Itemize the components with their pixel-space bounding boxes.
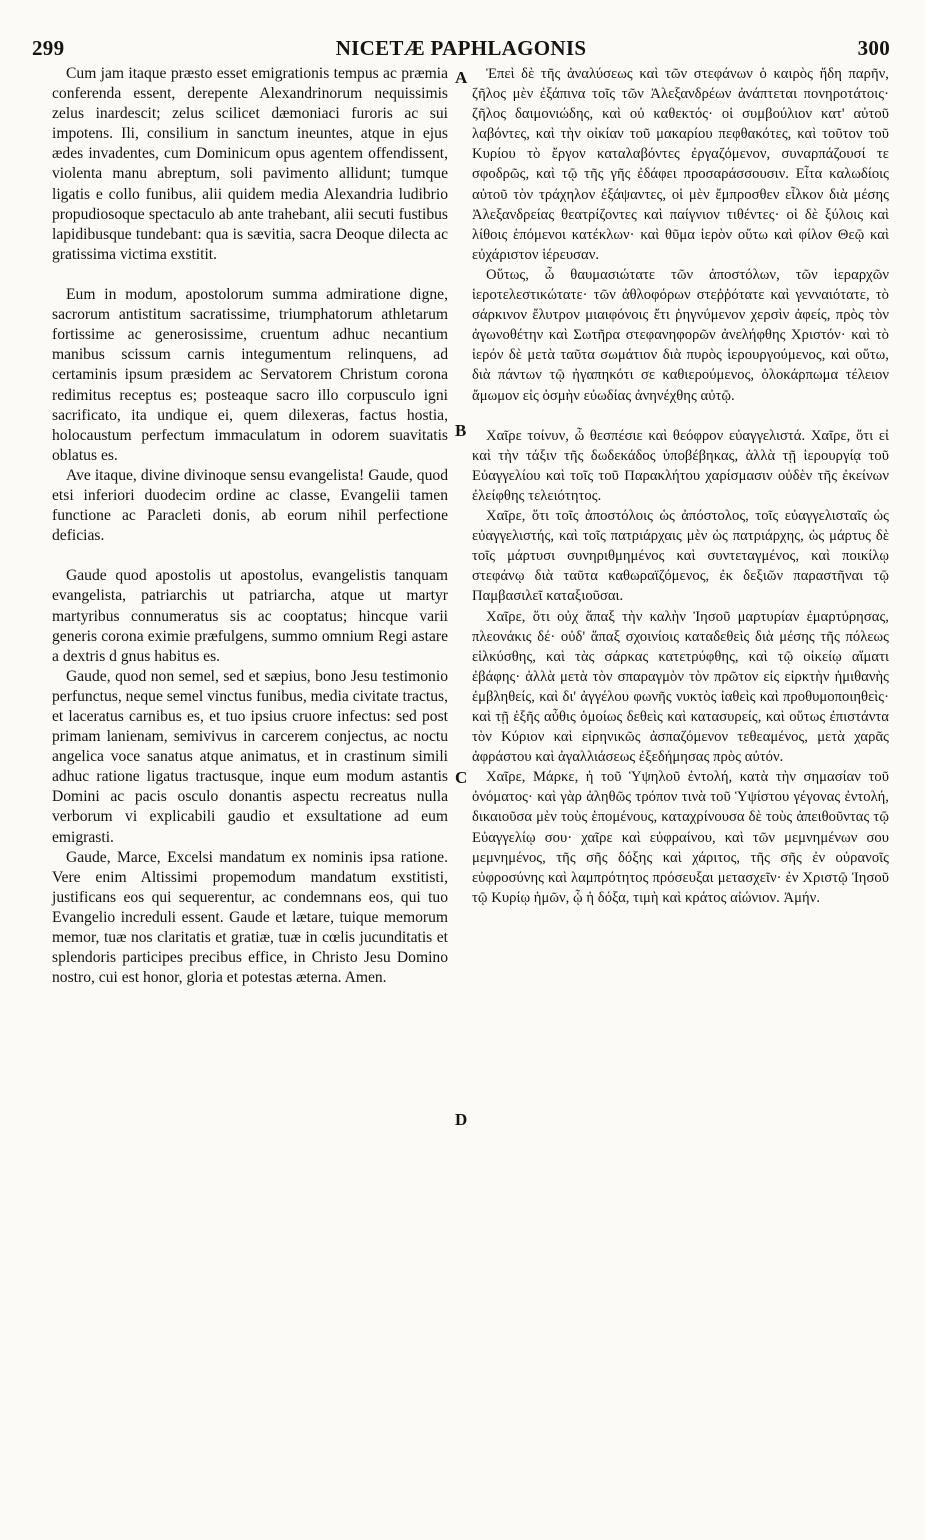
greek-paragraph: Χαῖρε, Μάρκε, ἡ τοῦ Ὑψηλοῦ ἐντολή, κατὰ τὴν σημασίαν τοῦ ὀνόματος· καὶ γὰρ ἀληθῶς τρόπον τινὰ τοῦ Ὑψίστου γέγονας ἐντολή, δικαιοῦσα μὲν τοὺς ἑπομένους, καταχρίνουσα δὲ τοὺς ἀπειθοῦντας τῷ Εὐαγγελίῳ σου· χαῖρε καὶ εὐφραίνου, καὶ τῶν μεμνημένων σου μεμνημένος, τῆς σῆς δόξης καὶ χάριτος, τῆς σῆς ἐν οὐρανοῖς εὐφροσύνης καὶ λαμπρότητος πρόσευξαι μετασχεῖν· ἐν Χριστῷ Ἰησοῦ τῷ Κυρίῳ ἡμῶν, ᾧ ἡ δόξα, τιμὴ καὶ κράτος αἰώνιον. Ἀμήν. bbox=[472, 769, 889, 906]
greek-column bbox=[472, 64, 889, 908]
section-marker-b: B bbox=[455, 421, 467, 440]
greek-paragraph: Ἐπεὶ δὲ τῆς ἀναλύσεως καὶ τῶν στεφάνων ὁ καιρὸς ἤδη παρῆν, ζῆλος μὲν ἐξάπινα τοῖς τῶν Ἀλεξανδρέων ἀνάπτεται πονηροτάτοις· ζῆλος δαιμονιώδης, καὶ οὐ καθεκτός· οἱ συμβούλιον κατ' αὐτοῦ λαβόντες, καὶ τὴν οἰκίαν τοῦ μακαρίου πεφθακότες, καὶ τοῦτον τοῦ Κυρίου τὸ ἔργον καταλαβόντες ἐργαζόμενον, συναρπάζουσί τε σφοδρῶς, καὶ τῷ τῆς γῆς ἐδάφει προσαράσσουσιν. Εἶτα καλωδίοις αὐτοῦ τὸν τράχηλον ἐξάψαντες, οἱ μὲν ἔμπροσθεν εἷλκον διὰ μέσης Ἀλεξανδρείας θεατρίζοντες καὶ παίγνιον τιθέντες· οἱ δὲ ξύλοις καὶ λίθοις ἑπόμενοι κατέκλων· καὶ θῦμα ἱερὸν οὕτω καὶ φίλον Θεῷ καὶ εὐχάριστον ἱέρευσαν. bbox=[472, 66, 889, 263]
latin-paragraph: Gaude, Marce, Excelsi mandatum ex nominis ipsa ratione. Vere enim Altissimi propemodum mandatum exstitisti, justificans eos qui sequerentur, ac condemnans eos, qui tuo Evangelio increduli essent. Gaude et lætare, tuique memorum memor, tuæ nos claritatis et gratiæ, tuæ in cœlis jucunditatis et splendoris participes precibus effice, in Christo Jesu Domino nostro, cui est honor, gloria et potestas æterna. Amen. bbox=[52, 848, 448, 987]
section-marker-d: D bbox=[455, 1110, 468, 1129]
page-number-right: 300 bbox=[857, 36, 890, 60]
latin-paragraph: Ave itaque, divine divinoque sensu evangelista! Gaude, quod etsi inferiori duodecim ordine ac classe, Evangelii tamen functione ac Paracleti donis, ab eorum nihil perfectione deficias. bbox=[52, 466, 448, 545]
section-marker-c: C bbox=[455, 768, 468, 787]
running-title: NICETÆ PAPHLAGONIS bbox=[335, 36, 587, 60]
latin-paragraph: Gaude quod apostolis ut apostolus, evangelistis tanquam evangelista, patriarchis ut patriarcha, atque ut martyr martyribus connumeratus sis ac cooptatus; hincque varii generis corona eximie præfulgens, summo omnium Regi astare a dextris d gnus habitus es. bbox=[52, 567, 448, 665]
greek-paragraph: Χαῖρε, ὅτι οὐχ ἅπαξ τὴν καλὴν Ἰησοῦ μαρτυρίαν ἐμαρτύρησας, πλεονάκις δέ· οὐδ' ἅπαξ σχοινίοις καταδεθεὶς διὰ μέσης τῆς πόλεως εἱλκύσθης, καὶ τὰς σάρκας κατετρύφθης, καὶ τῷ οἰκείῳ αἵματι ἐβάφης· ἀλλὰ μετὰ τὸν σπαραγμὸν τὸν πρῶτον εἰς εἱρκτὴν ἡμιθανὴς ἐμβληθείς, καὶ δι' ἀγγέλου φωνῆς νυκτὸς ἰαθεὶς καὶ προθυμοποιηθεὶς· καὶ τῇ ἑξῆς αὖθις ὁμοίως δεθεὶς καὶ κατασυρείς, καὶ οὕτως ἐπιστάντα τὸν Κύριον καὶ εἰρηνικῶς ἀσπαζόμενον τεθεαμένος, μετὰ χαρᾶς ἀφράστου καὶ ἀγαλλιάσεως ἐξεδήμησας πρὸς αὐτόν. bbox=[472, 608, 889, 766]
section-marker-a: A bbox=[455, 68, 468, 87]
running-header bbox=[32, 36, 890, 62]
latin-column bbox=[52, 64, 448, 988]
latin-paragraph: Cum jam itaque præsto esset emigrationis tempus ac præmia conferenda essent, derepente Alexandrinorum nequissimis zelus inardescit; zelus scilicet dæmoniaci furoris ac sui impotens. Ili, consilium in sanctum ineuntes, atque in ejus ædes invadentes, cum Dominicum opus agentem offendissent, violenta manu abreptum, soli pavimento allidunt; tumque ligatis e collo funibus, alii quidem media Alexandria ludibrio propudiosoque spectaculo ab ante trahebant, alii secuti fustibus lapidibusque tundebant: qua is sævitia, sacra Deoque dilecta ac gratissima victima exstitit. bbox=[52, 65, 448, 263]
latin-paragraph: Eum in modum, apostolorum summa admiratione digne, sacrorum antistitum sacratissime, triumphatorum athletarum fortissime ac generosissime, cruentum adhuc necantium manibus scissum carnis integumentum relinquens, ad certaminis ipsum præsidem ac Servatorem Christum corona redimitus receptus es; posteaque sacro illo corpusculo igni sacrificato, ita undique ei, quem dilexeras, factus hostia, holocaustum perfectum immaculatum in odorem suavitatis oblatus es. bbox=[52, 286, 448, 464]
greek-paragraph: Οὕτως, ὦ θαυμασιώτατε τῶν ἀποστόλων, τῶν ἱεραρχῶν ἱεροτελεστικώτατε· τῶν ἀθλοφόρων στεῤῥότατε καὶ γενναιότατε, τὸ σάρκινον ἔλυτρον μιαιφόνοις ἔτι ῥηγνύμενον χερσὶν ἀφείς, πρὸς τὸν ἀγωνοθέτην καὶ Σωτῆρα στεφανηφορῶν ἀνελήφθης Χριστόν· καὶ τὸ ἱερόν δὲ μετὰ ταῦτα σωμάτιον διὰ πυρὸς ἱερουργούμενος, καὶ οὕτω, διὰ πάντων τῷ ἠγαπηκότι σε καθιερούμενος, ὁλοκάρπωμα τέλειον ἄμωμον εἰς ὀσμὴν εὐωδίας ἀνηνέχθης αὐτῷ. bbox=[472, 266, 889, 404]
greek-paragraph: Χαῖρε τοίνυν, ὦ θεσπέσιε καὶ θεόφρον εὐαγγελιστά. Χαῖρε, ὅτι εἰ καὶ τὴν τάξιν τῆς δωδεκάδος ὑποβέβηκας, ἀλλὰ τῇ ἱερουργίᾳ τοῦ Εὐαγγελίου καὶ τοῖς τοῦ Παρακλήτου χαρίσμασιν οὐδὲν τῆς ἐκείνων ἐλείφθης τελειότητος. bbox=[472, 427, 889, 504]
page-number-left: 299 bbox=[32, 36, 65, 60]
latin-paragraph: Gaude, quod non semel, sed et sæpius, bono Jesu testimonio perfunctus, neque semel vinctus funibus, media civitate tractus, et laceratus carnibus es, et tuo ipsius cruore infectus: sed post primam lanienam, semivivus in carcerem conjectus, ac noctu angelica voce sanatus atque animatus, et in crastinum simili adhuc ratione ligatus tractusque, inque eum modum astantis Domini ac pacis osculo donantis aspectu recreatus nulla verborum vi explicabili gaudio et exsultatione ad eum emigrasti. bbox=[52, 667, 448, 846]
greek-paragraph: Χαῖρε, ὅτι τοῖς ἀποστόλοις ὡς ἀπόστολος, τοῖς εὐαγγελισταῖς ὡς εὐαγγελιστής, καὶ τοῖς πατριάρχαις μὲν ὡς πατριάρχης, ὡς μάρτυς δὲ τοῖς μάρτυσι συνηριθμημένος καὶ συντεταγμένος, καὶ ποικίλῳ στεφάνῳ διὰ ταῦτα καθωραϊζόμενος, ἐκ δεξιῶν παραστῆναι τῷ Παμβασιλεῖ καταξιοῦσαι. bbox=[472, 508, 889, 605]
